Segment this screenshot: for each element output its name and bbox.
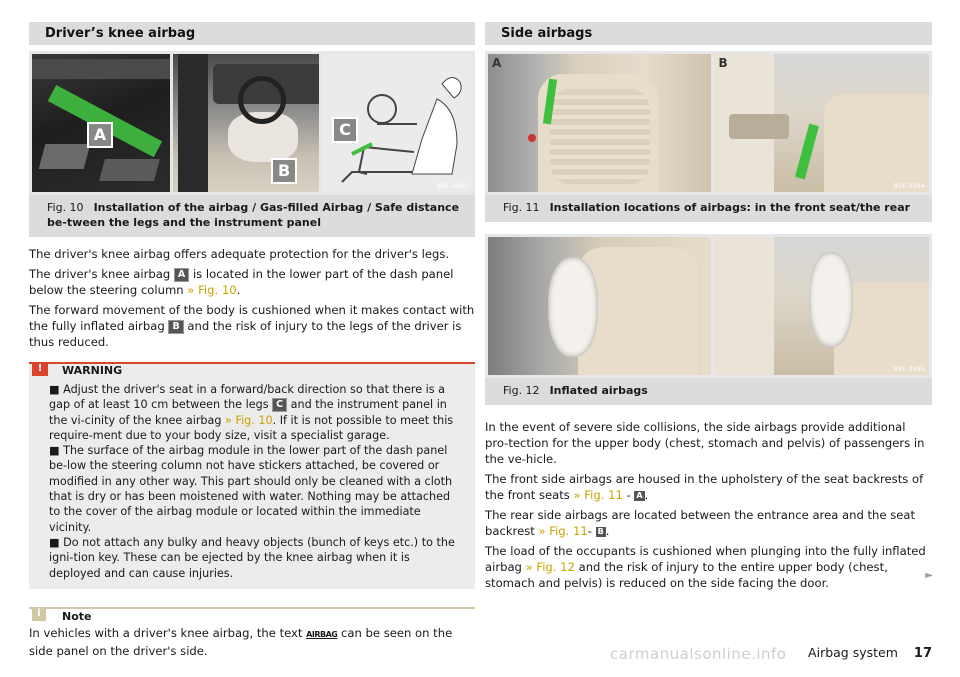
- occupant-cushion: The load of the occupants is cushioned when plunging into the fully inflated airbag » Fig. 12 and the risk of injury to the entire upper body (chest, stomach and pelvis) is reduced on the side facing the door.: [485, 544, 926, 590]
- label-b-small: B: [597, 527, 604, 536]
- corner-label-a: A: [492, 56, 502, 70]
- figure-12-caption: [485, 378, 932, 405]
- warning-item-1: ■ Adjust the driver's seat in a forward/back direction so that there is a gap of at least 10 cm between the legs C and the instrument panel in the vi-cinity of the knee airbag » Fig. 10. If it is not possible to meet this require-ment due to your body size, visit a specialist garage.: [49, 383, 454, 442]
- page-number: 17: [913, 646, 932, 661]
- figure-12-number: Fig. 12: [503, 384, 540, 397]
- figure-12-code: B5E-0395: [893, 365, 925, 373]
- corner-label-b: B: [718, 56, 728, 70]
- continue-arrow-icon: ►: [925, 570, 933, 581]
- note-text: In vehicles with a driver's knee airbag, the text AIRBAG can be seen on the side panel on the driver's side.: [29, 625, 453, 658]
- callout-c: C: [332, 117, 358, 143]
- figure-11-images: [485, 51, 932, 195]
- page-footer: [808, 645, 932, 661]
- right-column: [485, 22, 932, 591]
- fig-11-link-b[interactable]: » Fig. 11: [538, 524, 588, 538]
- rear-seat-image: [714, 54, 929, 192]
- figure-10-images: [29, 51, 475, 195]
- watermark: carmanualsonline.info: [610, 645, 787, 663]
- label-c: C: [272, 398, 287, 412]
- callout-b: B: [271, 158, 297, 184]
- fig-11-link-a[interactable]: » Fig. 11: [573, 488, 623, 502]
- figure-11: [485, 51, 932, 222]
- figure-10-title: Installation of the airbag / Gas-filled Airbag / Safe distance be-tween the legs and the instrument panel: [47, 201, 460, 229]
- fig-12-link[interactable]: » Fig. 12: [525, 560, 575, 574]
- figure-11-caption: [485, 195, 932, 222]
- front-side-airbags: The front side airbags are housed in the upholstery of the seat backrests of the front seats » Fig. 11 - A .: [485, 472, 924, 502]
- figure-11-number: Fig. 11: [503, 201, 540, 214]
- label-a: A: [174, 268, 189, 282]
- airbag-text-icon: AIRBAG: [306, 629, 338, 639]
- section-heading-side-airbags: Side airbags: [485, 22, 932, 45]
- footer-section-title: Airbag system: [808, 645, 898, 660]
- fig-10-link[interactable]: » Fig. 10: [187, 283, 237, 297]
- inflated-rear-airbag-image: [714, 237, 929, 375]
- label-a-small: A: [636, 491, 643, 500]
- knee-airbag-cushion: The forward movement of the body is cushioned when it makes contact with the fully inflated airbag B and the risk of injury to the legs of the driver is thus reduced.: [29, 303, 475, 349]
- knee-airbag-footwell-image: [32, 54, 170, 192]
- inflated-front-airbag-image: [488, 237, 711, 375]
- label-b: B: [168, 320, 183, 334]
- fig-10-link-warning[interactable]: » Fig. 10: [225, 413, 273, 427]
- section-heading-knee-airbag: Driver’s knee airbag: [29, 22, 475, 45]
- warning-icon: !: [32, 362, 48, 376]
- warning-body: [29, 379, 475, 589]
- warning-box: [29, 362, 475, 589]
- figure-10-code: B5E-0567: [436, 182, 468, 190]
- note-title: Note: [62, 609, 92, 623]
- safe-distance-diagram: [322, 54, 472, 192]
- info-icon: i: [32, 607, 46, 621]
- dashboard-airbag-image: [173, 54, 319, 192]
- warning-item-3: ■ Do not attach any bulky and heavy objects (bunch of keys etc.) to the igni-tion key. These can be ejected by the knee airbag when it is deployed and can cause injuries.: [49, 535, 455, 580]
- knee-airbag-intro: The driver's knee airbag offers adequate protection for the driver's legs.: [29, 247, 450, 261]
- left-column: [29, 22, 475, 659]
- warning-item-2: ■ The surface of the airbag module in the lower part of the dash panel be-low the steering column not have stickers attached, be covered or modified in any other way. This part should only be cleaned with a cloth that is dry or has been moistened with water. Nothing may be attached to the cover of the airbag module or located within the immediate vicinity.: [49, 444, 453, 534]
- figure-12-title: Inflated airbags: [549, 384, 648, 397]
- warning-title: WARNING: [62, 364, 123, 377]
- front-seat-image: [488, 54, 711, 192]
- warning-header: [29, 362, 475, 379]
- figure-10-caption: [29, 195, 475, 237]
- note-box: [29, 607, 475, 659]
- side-airbags-intro: In the event of severe side collisions, the side airbags provide additional pro-tection for the upper body (chest, stomach and pelvis) of passengers in the ve-hicle.: [485, 420, 925, 466]
- figure-12: [485, 234, 932, 405]
- figure-10: [29, 51, 475, 237]
- figure-10-number: Fig. 10: [47, 201, 84, 214]
- figure-11-code: B5E-0394: [893, 182, 925, 190]
- figure-11-title: Installation locations of airbags: in the front seat/the rear: [549, 201, 911, 214]
- note-header: [29, 607, 475, 625]
- figure-12-images: [485, 234, 932, 378]
- callout-a: A: [87, 122, 113, 148]
- rear-side-airbags: The rear side airbags are located between the entrance area and the seat backrest » Fig. 11- B .: [485, 508, 916, 538]
- knee-airbag-location: The driver's knee airbag A is located in the lower part of the dash panel below the steering column » Fig. 10.: [29, 267, 454, 297]
